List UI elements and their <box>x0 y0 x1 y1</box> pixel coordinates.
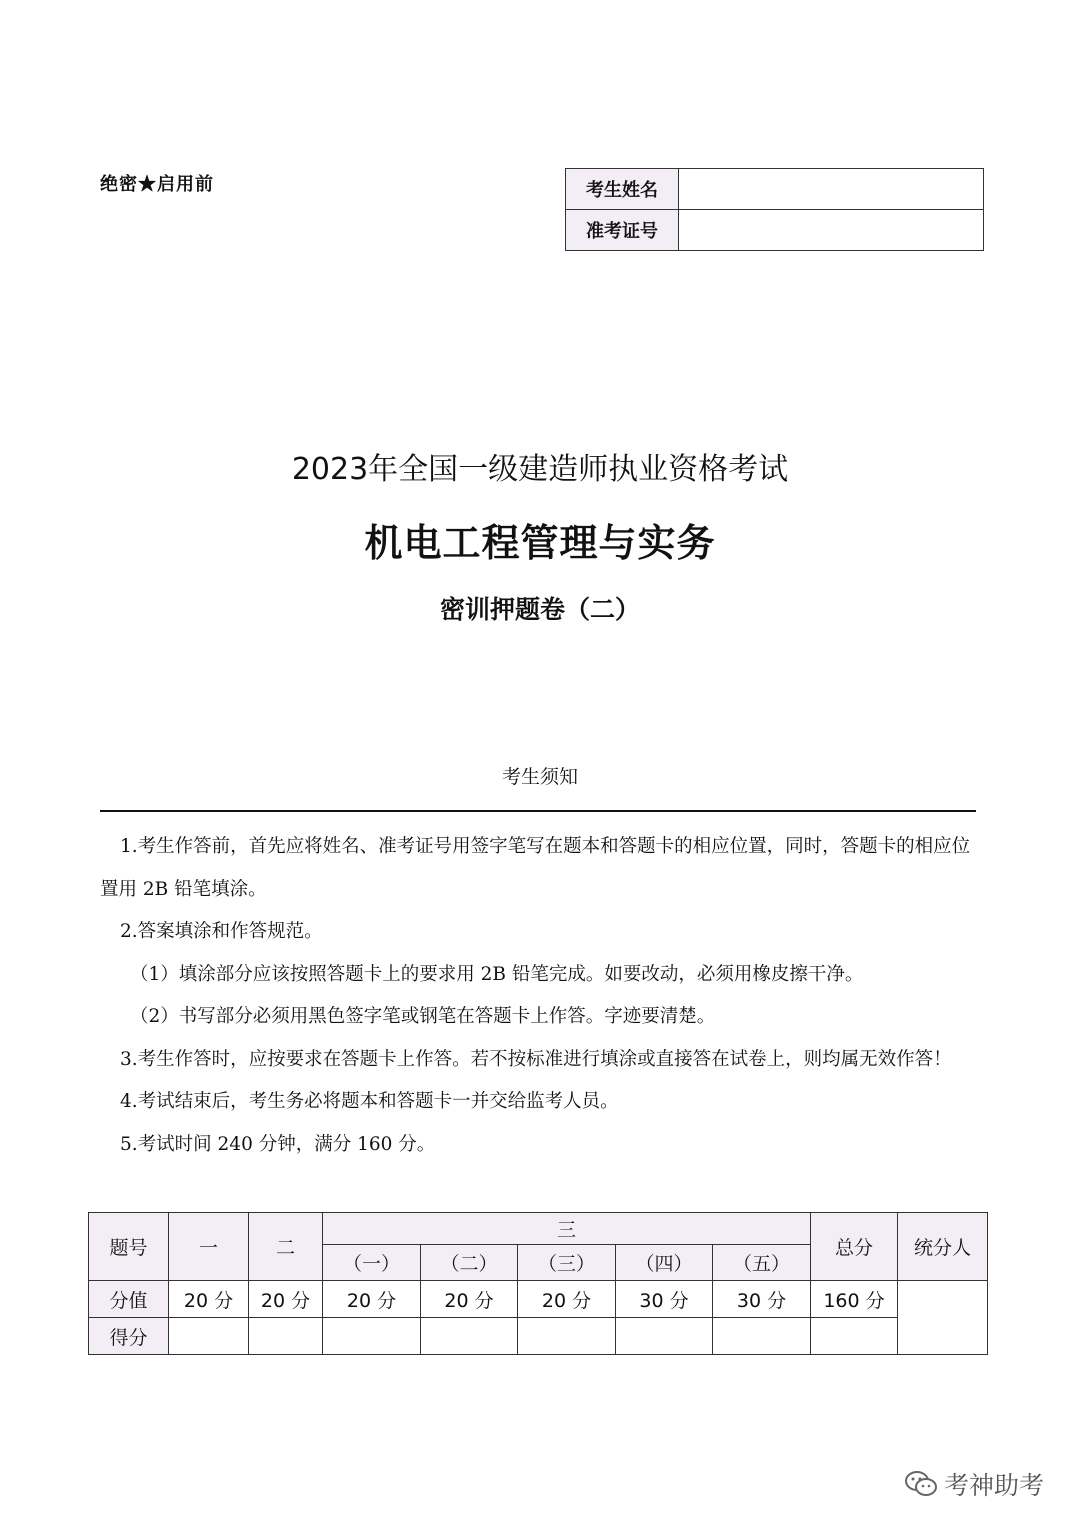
candidate-name-field[interactable] <box>679 169 984 210</box>
notice-item-2-2: （2）书写部分必须用黑色签字笔或钢笔在答题卡上作答。字迹要清楚。 <box>130 1006 716 1027</box>
score-cell-part-2[interactable] <box>249 1318 323 1355</box>
header-total: 总分 <box>811 1213 898 1281</box>
row-label-value: 分值 <box>89 1281 169 1318</box>
notice-title: 考生须知 <box>501 766 578 788</box>
value-part-3-3: 20 分 <box>518 1281 616 1318</box>
header-part-3-sub-4: （四） <box>616 1245 713 1281</box>
notice-item-2-1: （1）填涂部分应该按照答题卡上的要求用 2B 铅笔完成。如要改动，必须用橡皮擦干净。 <box>130 963 864 985</box>
secret-label: 绝密★启用前 <box>100 174 214 195</box>
value-part-3-1: 20 分 <box>323 1281 421 1318</box>
candidate-name-label: 考生姓名 <box>566 169 679 210</box>
notice-item-5: 5.考试时间 240 分钟，满分 160 分。 <box>120 1133 436 1155</box>
header-part-1: 一 <box>169 1213 249 1281</box>
paper-subtitle: 密训押题卷（二） <box>439 595 640 624</box>
notice-item-3: 3.考生作答时，应按要求在答题卡上作答。若不按标准进行填涂或直接答在试卷上，则均属无效作答！ <box>120 1048 952 1070</box>
score-cell-part-1[interactable] <box>169 1318 249 1355</box>
header-part-3: 三 <box>323 1213 811 1245</box>
value-part-3-2: 20 分 <box>421 1281 518 1318</box>
value-part-2: 20 分 <box>249 1281 323 1318</box>
notice-body <box>100 826 976 1166</box>
notice-divider <box>100 810 976 812</box>
notice-item-4: 4.考试结束后，考生务必将题本和答题卡一并交给监考人员。 <box>120 1091 619 1112</box>
watermark-text: 考神助考 <box>943 1471 1044 1500</box>
notice-item-2: 2.答案填涂和作答规范。 <box>120 921 323 942</box>
header-part-2: 二 <box>249 1213 323 1281</box>
candidate-id-label: 准考证号 <box>566 210 679 251</box>
value-part-3-5: 30 分 <box>713 1281 811 1318</box>
exam-title: 2023年全国一级建造师执业资格考试 <box>291 452 789 487</box>
header-part-3-sub-2: （二） <box>421 1245 518 1281</box>
score-cell-part-3-4[interactable] <box>616 1318 713 1355</box>
header-part-3-sub-3: （三） <box>518 1245 616 1281</box>
score-cell-part-3-2[interactable] <box>421 1318 518 1355</box>
score-cell-part-3-5[interactable] <box>713 1318 811 1355</box>
watermark <box>904 1466 1044 1502</box>
value-total: 160 分 <box>811 1281 898 1318</box>
score-cell-part-3-1[interactable] <box>323 1318 421 1355</box>
candidate-info-table <box>565 168 984 251</box>
candidate-id-field[interactable] <box>679 210 984 251</box>
value-part-1: 20 分 <box>169 1281 249 1318</box>
header-part-3-sub-1: （一） <box>323 1245 421 1281</box>
wechat-icon <box>904 1469 938 1499</box>
score-table <box>88 1212 988 1355</box>
header-part-3-sub-5: （五） <box>713 1245 811 1281</box>
scorer-cell[interactable] <box>898 1281 988 1355</box>
header-scorer: 统分人 <box>898 1213 988 1281</box>
header-question-no: 题号 <box>89 1213 169 1281</box>
notice-item-1: 1.考生作答前，首先应将姓名、准考证号用签字笔写在题本和答题卡的相应位置，同时，答题卡的相应位置用 2B 铅笔填涂。 <box>100 836 971 900</box>
value-part-3-4: 30 分 <box>616 1281 713 1318</box>
row-label-score: 得分 <box>89 1318 169 1355</box>
subject-title: 机电工程管理与实务 <box>364 521 716 565</box>
score-cell-part-3-3[interactable] <box>518 1318 616 1355</box>
score-cell-total[interactable] <box>811 1318 898 1355</box>
